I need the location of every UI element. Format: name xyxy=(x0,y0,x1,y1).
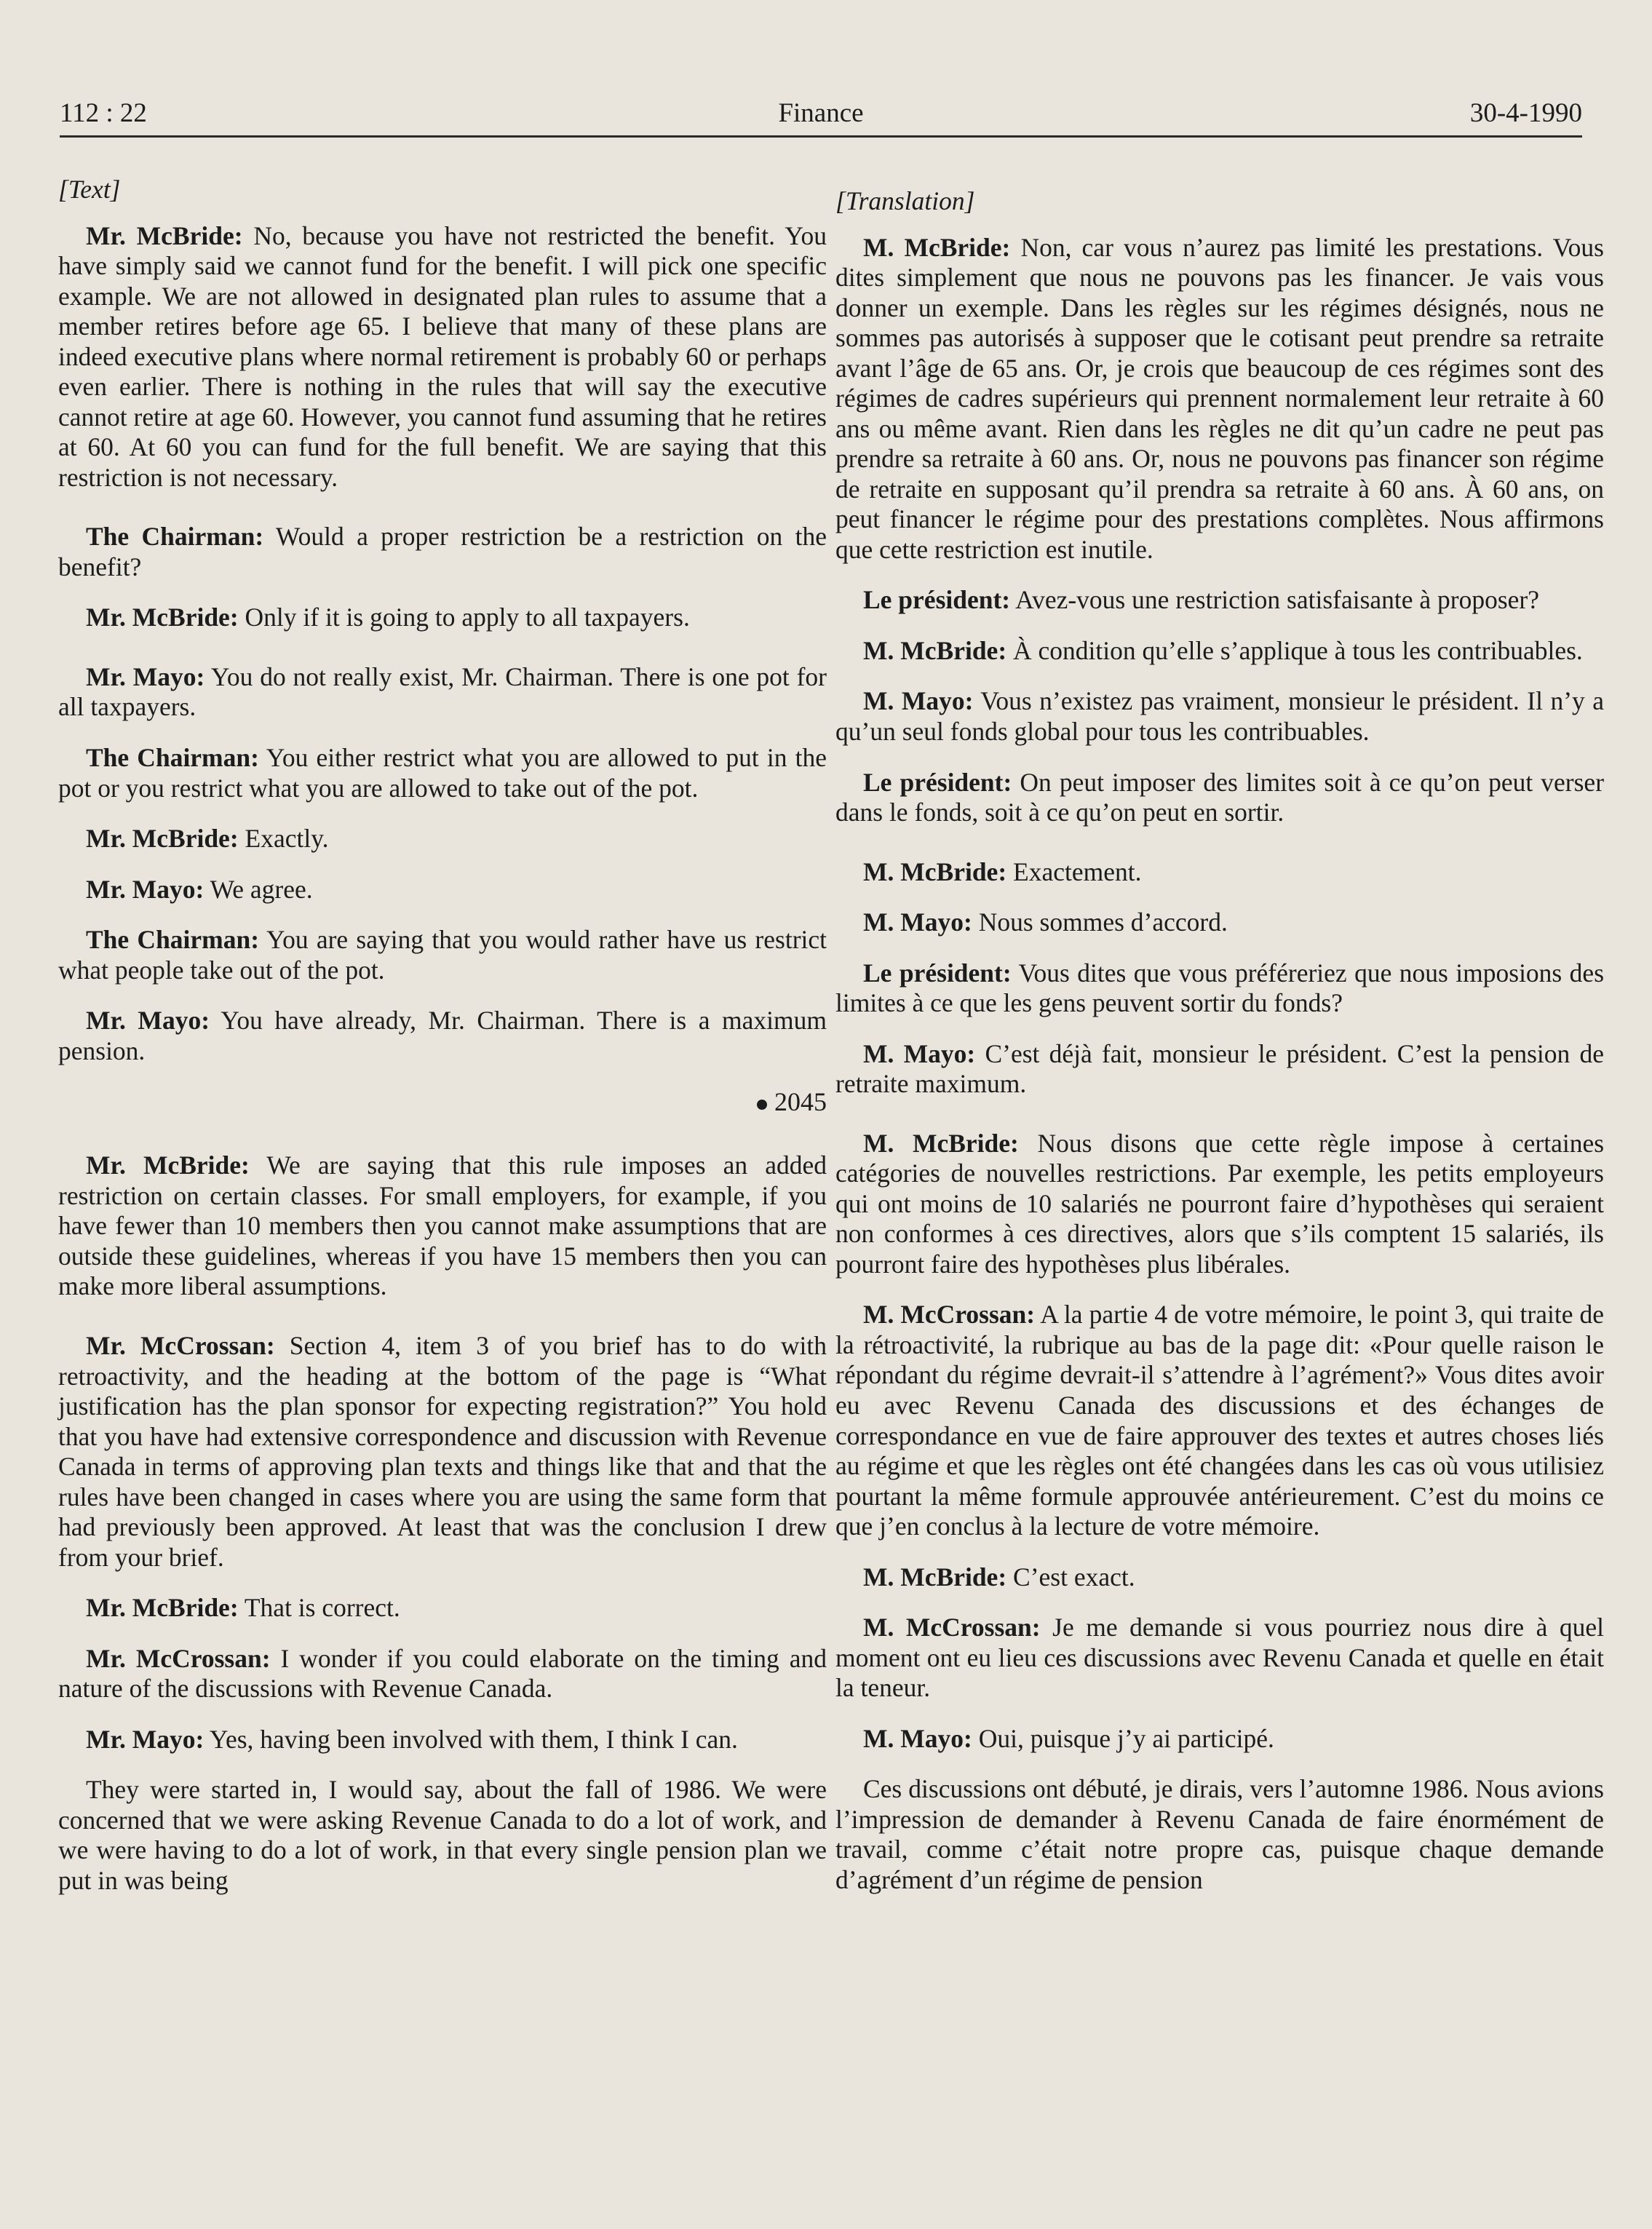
paragraph xyxy=(58,522,827,582)
speech: A la partie 4 de votre mémoire, le point 3, qui traite de la rétroactivité, la rubrique au bas de la page dit: «Pour quelle raison le répondant du régime devrait-il s’attendre à l’agrément?» Vous dites avoir eu avec Revenu Canada des discussions et des échanges de correspondance en vue de faire approuver des textes et autres choses liés au régime et que les règles ont été changées dans les cas où vous utilisiez pourtant la même formule approuvée antérieurement. C’est du moins ce que j’en conclus à la lecture de votre mémoire. xyxy=(835,1300,1605,1541)
paragraph xyxy=(835,1774,1604,1895)
speech: Nous sommes d’accord. xyxy=(978,907,1228,937)
speech: On peut imposer des limites soit à ce qu’on peut verser dans le fonds, soit à ce qu’on peut en sortir. xyxy=(835,767,1605,827)
speaker: The Chairman: xyxy=(86,522,264,552)
speaker: M. Mayo: xyxy=(863,686,974,716)
speaker: Mr. McBride: xyxy=(86,220,243,250)
time-marker-label: 2045 xyxy=(774,1087,827,1117)
speaker: M. McBride: xyxy=(863,857,1007,886)
bullet-icon xyxy=(757,1100,767,1110)
text-tag: [Text] xyxy=(58,175,121,204)
speech: Only if it is going to apply to all taxpayers. xyxy=(245,603,690,632)
speech: Vous dites que vous préféreriez que nous imposions des limites à ce que les gens peuvent sortir du fonds? xyxy=(835,958,1605,1018)
speech: C’est exact. xyxy=(1013,1562,1135,1592)
french-column xyxy=(835,175,1604,1915)
speech: Vous n’existez pas vraiment, monsieur le président. Il n’y a qu’un seul fonds global pour tous les contribuables. xyxy=(835,686,1605,746)
speaker: The Chairman: xyxy=(86,925,260,955)
paragraph xyxy=(58,1593,827,1624)
paragraph xyxy=(835,1724,1604,1755)
paragraph xyxy=(835,1039,1604,1100)
speaker: Mr. McBride: xyxy=(86,824,239,854)
speaker: Mr. Mayo: xyxy=(86,1724,204,1754)
speech: Yes, having been involved with them, I think I can. xyxy=(209,1724,738,1754)
paragraph xyxy=(835,233,1604,565)
paragraph xyxy=(835,1562,1604,1593)
paragraph xyxy=(58,603,827,633)
paragraph xyxy=(58,743,827,803)
speaker: Le président: xyxy=(863,585,1011,615)
running-title: Finance xyxy=(778,98,864,128)
speaker: Mr. McCrossan: xyxy=(86,1330,275,1360)
paragraph xyxy=(58,824,827,854)
paragraph xyxy=(58,925,827,985)
english-column xyxy=(58,175,827,1916)
paragraph xyxy=(835,768,1604,828)
paragraph xyxy=(835,907,1604,938)
speech: À condition qu’elle s’applique à tous les contribuables. xyxy=(1013,635,1583,665)
speech: C’est déjà fait, monsieur le président. C’est la pension de retraite maximum. xyxy=(835,1038,1604,1099)
speaker: Mr. McCrossan: xyxy=(86,1643,271,1673)
paragraph xyxy=(58,1644,827,1704)
speech: Exactly. xyxy=(245,824,329,854)
speech: They were started in, I would say, about the fall of 1986. We were concerned that we were asking Revenue Canada to do a lot of work, and we were having to do a lot of work, in that every single pension plan we put in was being xyxy=(58,1775,827,1895)
paragraph xyxy=(58,1151,827,1302)
paragraph xyxy=(835,686,1604,747)
running-head xyxy=(60,87,1582,138)
speaker: Le président: xyxy=(863,767,1012,797)
session-date: 30-4-1990 xyxy=(1469,98,1582,128)
speaker: M. Mayo: xyxy=(863,1723,972,1753)
speaker: M. McBride: xyxy=(863,1128,1019,1158)
paragraph xyxy=(58,875,827,905)
speech: You either restrict what you are allowed to put in the pot or you restrict what you are allowed to take out of the pot. xyxy=(58,742,827,803)
speaker: Mr. McBride: xyxy=(86,603,239,632)
speech: No, because you have not restricted the benefit. You have simply said we cannot fund for the benefit. I will pick one specific example. We are not allowed in designated plan rules to assume that a member retires before age 65. I believe that many of these plans are indeed executive plans where normal retirement is probably 60 or perhaps even earlier. There is nothing in the rules that will say the executive cannot retire at age 60. However, you cannot fund assuming that he retires at 60. At 60 you can fund for the full benefit. We are saying that this restriction is not necessary. xyxy=(58,220,827,492)
paragraph xyxy=(58,1775,827,1896)
speaker: M. Mayo: xyxy=(863,1038,976,1068)
speech: Oui, puisque j’y ai participé. xyxy=(978,1723,1274,1753)
speaker: Mr. Mayo: xyxy=(86,661,205,691)
speech: You are saying that you would rather have us restrict what people take out of the pot. xyxy=(58,925,827,985)
speech: Exactement. xyxy=(1013,857,1142,886)
paragraph xyxy=(835,857,1604,888)
speech: Nous disons que cette règle impose à certaines catégories de nouvelles restrictions. Par exemple, les petits employeurs qui ont moins de 10 salariés ne pourront faire d’hypothèses qui seraient non conformes à ces directives, alors que s’ils comptent 15 salariés, ils pourront faire des hypothèses plus libérales. xyxy=(835,1128,1605,1279)
paragraph xyxy=(58,1006,827,1066)
translation-tag: [Translation] xyxy=(835,186,975,215)
speaker: Le président: xyxy=(863,958,1012,988)
paragraph xyxy=(58,221,827,493)
paragraph xyxy=(835,1300,1604,1541)
speaker: The Chairman: xyxy=(86,742,259,772)
speaker: Mr. McBride: xyxy=(86,1151,250,1180)
speech: You have already, Mr. Chairman. There is a maximum pension. xyxy=(58,1006,827,1065)
paragraph xyxy=(835,636,1604,667)
paragraph xyxy=(835,1613,1604,1704)
speech: Ces discussions ont débuté, je dirais, vers l’automne 1986. Nous avions l’impression de demander à Revenu Canada de faire énormément de travail, comme c’était notre propre cas, puisque chaque demande d’agrément d’un régime de pension xyxy=(835,1774,1604,1894)
speech: Avez-vous une restriction satisfaisante à proposer? xyxy=(1015,585,1539,615)
speech: We agree. xyxy=(210,874,313,904)
speech: Non, car vous n’aurez pas limité les prestations. Vous dites simplement que nous ne pouvons pas les financer. Je vais vous donner un exemple. Dans les règles sur les régimes désignés, nous ne sommes pas autorisés à supposer que le cotisant peut prendre sa retraite avant l’âge de 65 ans. Or, je crois que beaucoup de ces régimes sont des régimes de cadres supérieurs qui prennent normalement leur retraite à 60 ans ou même avant. Rien dans les règles ne dit qu’un cadre ne peut pas prendre sa retraite à 60 ans. Or, nous ne pouvons pas financer son régime de retraite en supposant qu’il prendra sa retraite à 60 ans. À 60 ans, on peut financer le régime pour des prestations complètes. Nous affirmons que cette restriction est inutile. xyxy=(835,232,1604,564)
paragraph xyxy=(835,585,1604,616)
speaker: M. Mayo: xyxy=(863,907,972,937)
speaker: M. McCrossan: xyxy=(863,1300,1036,1330)
speaker: M. McBride: xyxy=(863,232,1011,262)
speaker: Mr. Mayo: xyxy=(86,1006,210,1036)
speaker: M. McCrossan: xyxy=(863,1613,1041,1642)
paragraph xyxy=(58,1725,827,1755)
speech: I wonder if you could elaborate on the timing and nature of the discussions with Revenue Canada. xyxy=(58,1643,827,1704)
paragraph xyxy=(58,1331,827,1573)
speech: That is correct. xyxy=(244,1593,400,1623)
time-marker xyxy=(58,1086,827,1117)
speaker: M. McBride: xyxy=(863,635,1007,665)
page-number: 112 : 22 xyxy=(60,98,147,128)
speech: Would a proper restriction be a restriction on the benefit? xyxy=(58,522,827,581)
paragraph xyxy=(835,958,1604,1019)
speech: We are saying that this rule imposes an added restriction on certain classes. For small employers, for example, if you have fewer than 10 members then you cannot make assumptions that are outside these guidelines, whereas if you have 15 members then you can make more liberal assumptions. xyxy=(58,1151,827,1301)
speech: Je me demande si vous pourriez nous dire à quel moment ont eu lieu ces discussions avec Revenu Canada et quelle en était la teneur. xyxy=(835,1613,1604,1703)
speech: Section 4, item 3 of you brief has to do with retroactivity, and the heading at the bottom of the page is “What justification has the plan sponsor for expecting registration?” You hold that you have had extensive correspondence and discussion with Revenue Canada in terms of approving plan texts and things like that and that the rules have been changed in cases where you are using the same form that had previously been approved. At least that was the conclusion I drew from your brief. xyxy=(58,1330,827,1572)
speaker: Mr. McBride: xyxy=(86,1593,239,1623)
paragraph xyxy=(58,662,827,723)
speaker: Mr. Mayo: xyxy=(86,874,204,904)
paragraph xyxy=(835,1129,1604,1280)
speech: You do not really exist, Mr. Chairman. There is one pot for all taxpayers. xyxy=(58,661,827,722)
speaker: M. McBride: xyxy=(863,1562,1007,1592)
